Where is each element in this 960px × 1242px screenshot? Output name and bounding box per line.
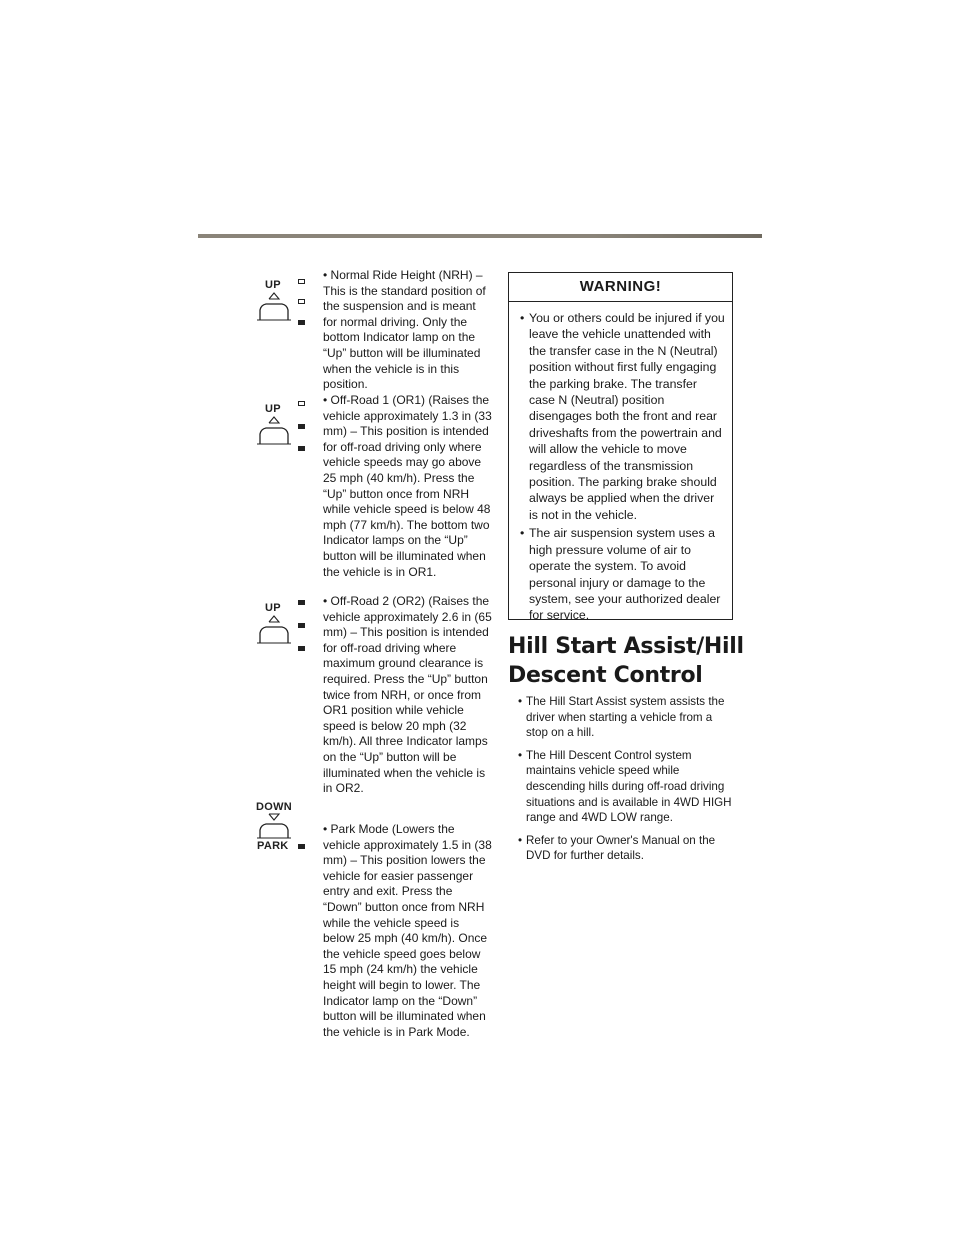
warning-item: • The air suspension system uses a high pressure volume of air to operate the system. To avoid personal injury or damage to the system, see your authorized dealer for service. [517,525,726,623]
list-item: • The Hill Descent Control system maintains vehicle speed while descending hills during off-road driving situations and is available in 4WD HIGH range and 4WD LOW range. [512,748,734,826]
warning-list [509,302,732,624]
warning-item: • You or others could be injured if you leave the vehicle unattended with the transfer case in the N (Neutral) position without first fully engaging the parking brake. The transfer case N (Neutral) position disengages both the front and rear driveshafts from the powertrain and will allow the vehicle to move regardless of the transmission position. The parking brake should always be applied when the driver is not in the vehicle. [517,310,726,523]
up-label: UP [265,403,281,415]
mode-or2-text: • Off-Road 2 (OR2) (Raises the vehicle approximately 2.6 in (65 mm) – This position is intended for off-road driving where maximum ground clearance is required. Press the “Up” button twice from NRH, or once from OR1 position while vehicle speed is below 20 mph (32 km/h). All three Indicator lamps on the “Up” button will be illuminated when the vehicle is in OR2. [323,594,492,796]
up-label: UP [265,279,281,291]
hill-list [512,694,734,871]
park-label: PARK [257,840,289,852]
mode-park-text: • Park Mode (Lowers the vehicle approximately 1.5 in (38 mm) – This position lowers the vehicle for easier passenger entry and exit. Press the “Down” button once from NRH while the vehicle speed is below 25 mph (40 km/h). Once the vehicle speed goes below 15 mph (24 km/h) the vehicle height will begin to lower. The Indicator lamp on the “Down” button will be illuminated when the vehicle is in Park Mode. [323,822,492,1039]
warning-box [508,272,733,623]
mode-or1-text: • Off-Road 1 (OR1) (Raises the vehicle approximately 1.3 in (33 mm) – This position is intended for off-road driving only where vehicle speeds may go above 25 mph (40 km/h). Press the “Up” button once from NRH while vehicle speed is below 48 mph (77 km/h). The bottom two Indicator lamps on the “Up” button will be illuminated when the vehicle is in OR1. [323,393,492,579]
section-heading: Hill Start Assist/Hill Descent Control [508,634,744,688]
down-label: DOWN [256,801,293,813]
up-label: UP [265,602,281,614]
mode-nrh-text: • Normal Ride Height (NRH) – This is the standard position of the suspension and is meant for normal driving. Only the bottom Indicator lamp on the “Up” button will be illuminated when the vehicle is in this position. [323,268,486,392]
list-item: • Refer to your Owner's Manual on the DVD for further details. [512,833,734,864]
list-item: • The Hill Start Assist system assists the driver when starting a vehicle from a stop on a hill. [512,694,734,741]
warning-title: WARNING! [509,273,732,302]
top-rule [198,234,762,238]
